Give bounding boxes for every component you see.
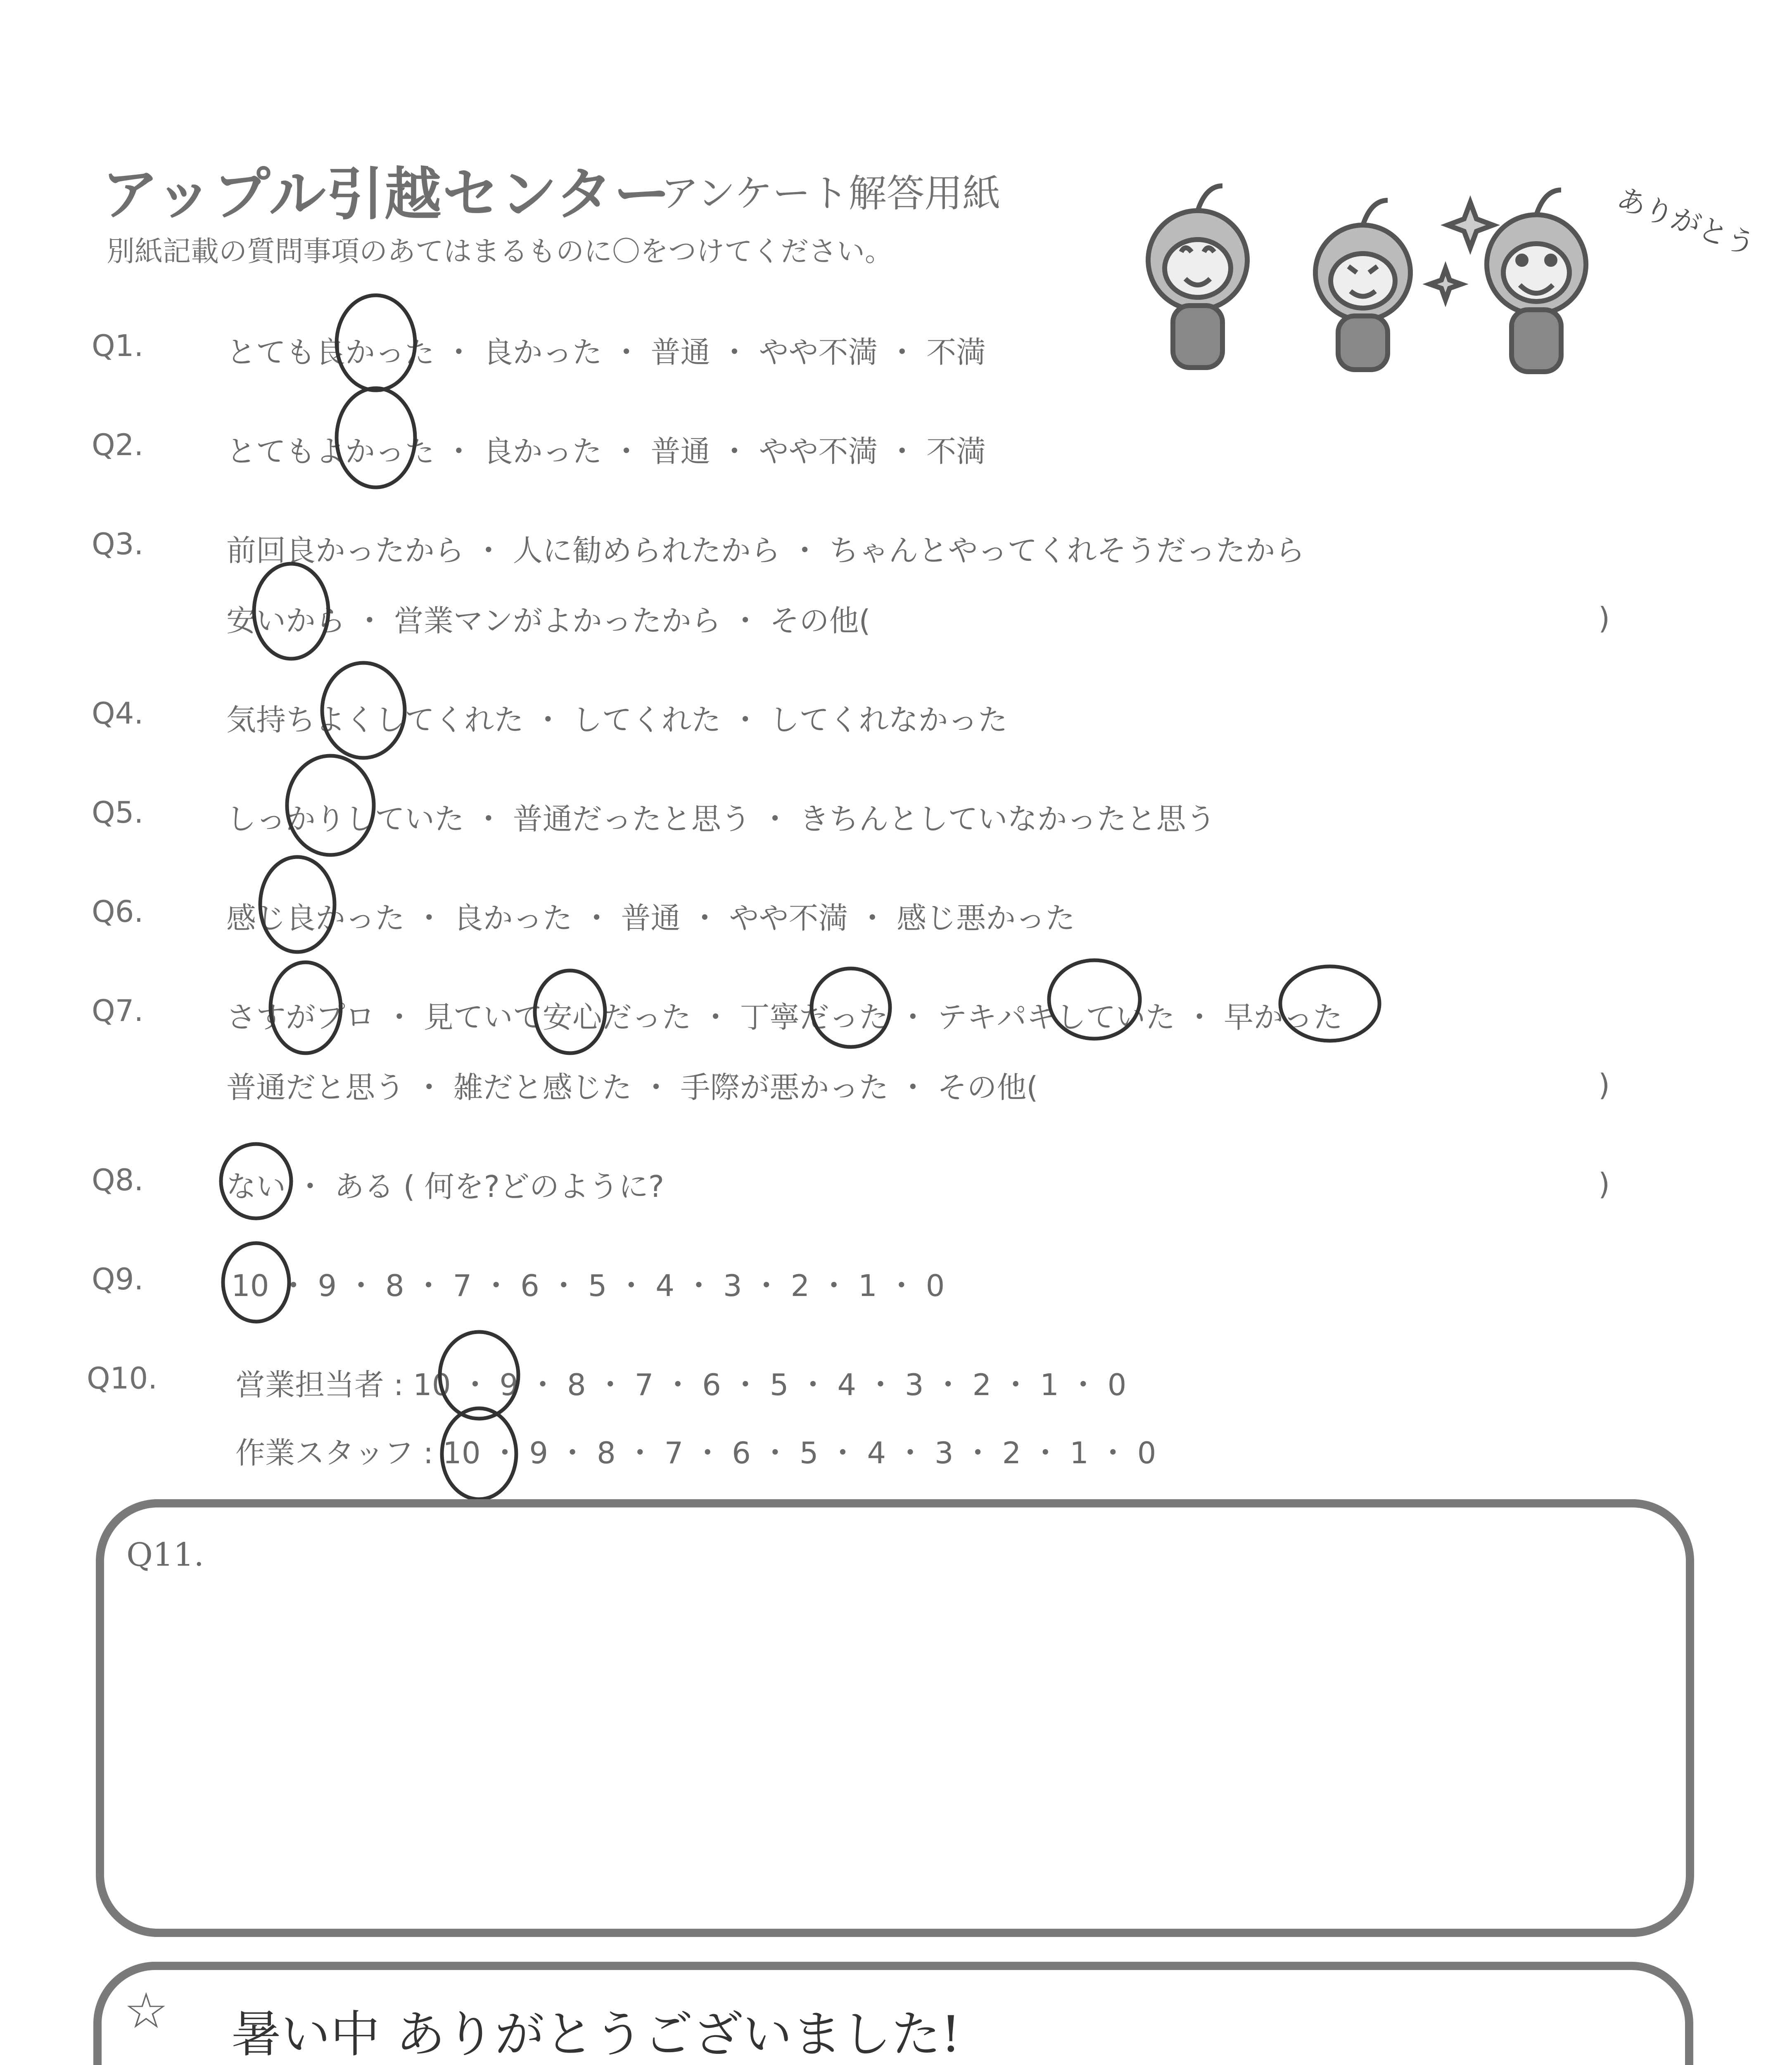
q2-options: とてもよかった ・ 良かった ・ 普通 ・ やや不満 ・ 不満 xyxy=(226,434,986,469)
q10-number: Q10. xyxy=(87,1361,158,1396)
q7-number: Q7. xyxy=(92,993,144,1028)
q1-circle xyxy=(337,295,415,390)
q7-circle-pro xyxy=(271,962,341,1053)
q10-staff-circle xyxy=(442,1408,516,1499)
q8-options: ない ・ ある ( 何を?どのように? xyxy=(226,1169,665,1204)
q1-options: とても良かった ・ 良かった ・ 普通 ・ やや不満 ・ 不満 xyxy=(226,335,986,370)
q5-options: しっかりしていた ・ 普通だったと思う ・ きちんとしていなかったと思う xyxy=(226,802,1216,836)
q9-circle xyxy=(223,1243,289,1322)
q11-box[interactable] xyxy=(96,1499,1694,1937)
q5-number: Q5. xyxy=(92,795,144,830)
q8-circle xyxy=(221,1144,291,1218)
q7-circle-tekipaki xyxy=(1049,960,1140,1039)
q6-circle xyxy=(260,857,335,952)
q6-options: 感じ良かった ・ 良かった ・ 普通 ・ やや不満 ・ 感じ悪かった xyxy=(226,901,1075,935)
q4-number: Q4. xyxy=(92,696,144,731)
q7-options-line1: さすがプロ ・ 見ていて安心だった ・ 丁寧だった ・ テキパキしていた ・ 早かった xyxy=(226,1000,1343,1035)
q7-options-line2: 普通だと思う ・ 雑だと感じた ・ 手際が悪かった ・ その他( xyxy=(226,1070,1038,1105)
q2-circle xyxy=(337,388,415,487)
q5-circle xyxy=(287,756,374,855)
q1-number: Q1. xyxy=(92,328,144,363)
q3-number: Q3. xyxy=(92,527,144,561)
q10-sales-scale: 営業担当者 : 10 ・ 9 ・ 8 ・ 7 ・ 6 ・ 5 ・ 4 ・ 3 ・ 2 ・ 1 ・ 0 xyxy=(235,1367,1127,1402)
company-title: アップル引越センター xyxy=(102,161,672,228)
q11-label: Q11. xyxy=(126,1536,204,1574)
q10-sales-circle xyxy=(440,1332,518,1419)
q3-close-paren: ) xyxy=(1598,601,1610,636)
star-icon: ☆ xyxy=(124,1982,169,2040)
q7-close-paren: ) xyxy=(1598,1068,1610,1102)
q4-options: 気持ちよくしてくれた ・ してくれた ・ してくれなかった xyxy=(226,703,1008,737)
q8-close-paren: ) xyxy=(1598,1167,1610,1201)
q7-circle-teinei xyxy=(812,968,890,1047)
form-title: アンケート解答用紙 xyxy=(661,171,1001,216)
q10-staff-scale: 作業スタッフ : 10 ・ 9 ・ 8 ・ 7 ・ 6 ・ 5 ・ 4 ・ 3 ・ 2 ・ 1 ・ 0 xyxy=(235,1436,1156,1470)
q3-options-line2: 安いから ・ 営業マンがよかったから ・ その他( xyxy=(226,603,871,638)
instruction-text: 別紙記載の質問事項のあてはまるものに〇をつけてください。 xyxy=(107,235,893,268)
q2-number: Q2. xyxy=(92,427,144,462)
q3-circle xyxy=(254,564,328,659)
q8-number: Q8. xyxy=(92,1163,144,1197)
q4-circle xyxy=(322,663,405,758)
q7-circle-anshin xyxy=(535,971,605,1053)
comment-text: 暑い中 ありがとうございました! xyxy=(231,2006,961,2063)
q9-number: Q9. xyxy=(92,1262,144,1296)
q7-circle-hayakatta xyxy=(1280,966,1379,1041)
mascot-caption: ありがとう xyxy=(1612,181,1760,263)
q9-scale: 10 ・ 9 ・ 8 ・ 7 ・ 6 ・ 5 ・ 4 ・ 3 ・ 2 ・ 1 ・ 0 xyxy=(231,1268,945,1303)
q3-options-line1: 前回良かったから ・ 人に勧められたから ・ ちゃんとやってくれそうだったから xyxy=(226,533,1305,568)
q6-number: Q6. xyxy=(92,894,144,929)
